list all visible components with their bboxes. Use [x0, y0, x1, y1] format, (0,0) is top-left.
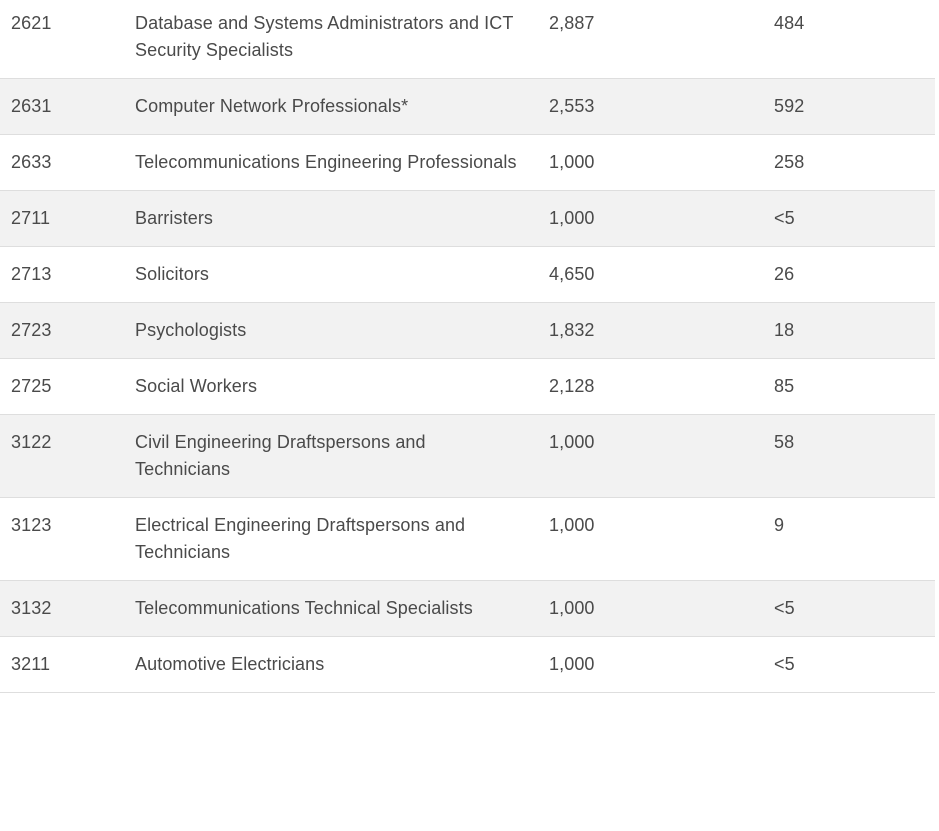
invitations-cell: 18	[774, 320, 795, 340]
occupation-cell: Solicitors	[135, 264, 210, 284]
table-row	[0, 415, 935, 498]
occupation-cell: Computer Network Professionals*	[135, 96, 409, 116]
invitations-cell: <5	[774, 654, 795, 674]
occupation-ceiling-cell: 1,832	[549, 320, 595, 340]
table-row	[0, 191, 935, 247]
anzsco-code-cell: 3211	[11, 654, 51, 674]
anzsco-code-cell: 2631	[11, 96, 52, 116]
occupation-ceiling-cell: 1,000	[549, 654, 595, 674]
table-row	[0, 303, 935, 359]
occupation-cell: Barristers	[135, 208, 214, 228]
invitations-cell: 484	[774, 13, 805, 33]
anzsco-code-cell: 3122	[11, 432, 52, 452]
occupation-cell: Psychologists	[135, 320, 247, 340]
anzsco-code-cell: 2711	[11, 208, 51, 228]
invitations-cell: <5	[774, 208, 795, 228]
occupation-ceiling-cell: 1,000	[549, 432, 595, 452]
table-row	[0, 79, 935, 135]
occupation-ceiling-cell: 1,000	[549, 208, 595, 228]
occupation-ceiling-cell: 1,000	[549, 515, 595, 535]
occupation-ceiling-cell: 1,000	[549, 598, 595, 618]
anzsco-code-cell: 3132	[11, 598, 52, 618]
invitations-cell: 85	[774, 376, 795, 396]
invitations-cell: 26	[774, 264, 795, 284]
occupation-ceiling-cell: 2,887	[549, 13, 595, 33]
invitations-cell: <5	[774, 598, 795, 618]
anzsco-code-cell: 2723	[11, 320, 52, 340]
invitations-cell: 58	[774, 432, 795, 452]
table-row	[0, 637, 935, 693]
occupation-ceiling-cell: 2,128	[549, 376, 595, 396]
occupation-ceiling-cell: 1,000	[549, 152, 595, 172]
occupation-ceiling-cell: 4,650	[549, 264, 595, 284]
anzsco-code-cell: 2633	[11, 152, 52, 172]
anzsco-code-cell: 3123	[11, 515, 52, 535]
occupation-cell: Automotive Electricians	[135, 654, 325, 674]
anzsco-code-cell: 2713	[11, 264, 52, 284]
invitations-cell: 592	[774, 96, 805, 116]
table-row	[0, 247, 935, 303]
occupation-cell: Telecommunications Technical Specialists	[135, 598, 473, 618]
occupation-cell: Electrical Engineering Draftspersons and Technicians	[135, 515, 466, 562]
occupation-cell: Social Workers	[135, 376, 258, 396]
occupation-cell: Civil Engineering Draftspersons and Technicians	[135, 432, 426, 479]
table-row	[0, 498, 935, 581]
anzsco-code-cell: 2725	[11, 376, 52, 396]
occupation-cell: Database and Systems Administrators and ICT Security Specialists	[135, 13, 514, 60]
occupation-ceiling-cell: 2,553	[549, 96, 595, 116]
table-row	[0, 359, 935, 415]
invitations-cell: 258	[774, 152, 805, 172]
table-row	[0, 581, 935, 637]
table-row	[0, 135, 935, 191]
invitations-cell: 9	[774, 515, 785, 535]
table-row	[0, 0, 935, 79]
occupation-cell: Telecommunications Engineering Professionals	[135, 152, 517, 172]
anzsco-code-cell: 2621	[11, 13, 52, 33]
